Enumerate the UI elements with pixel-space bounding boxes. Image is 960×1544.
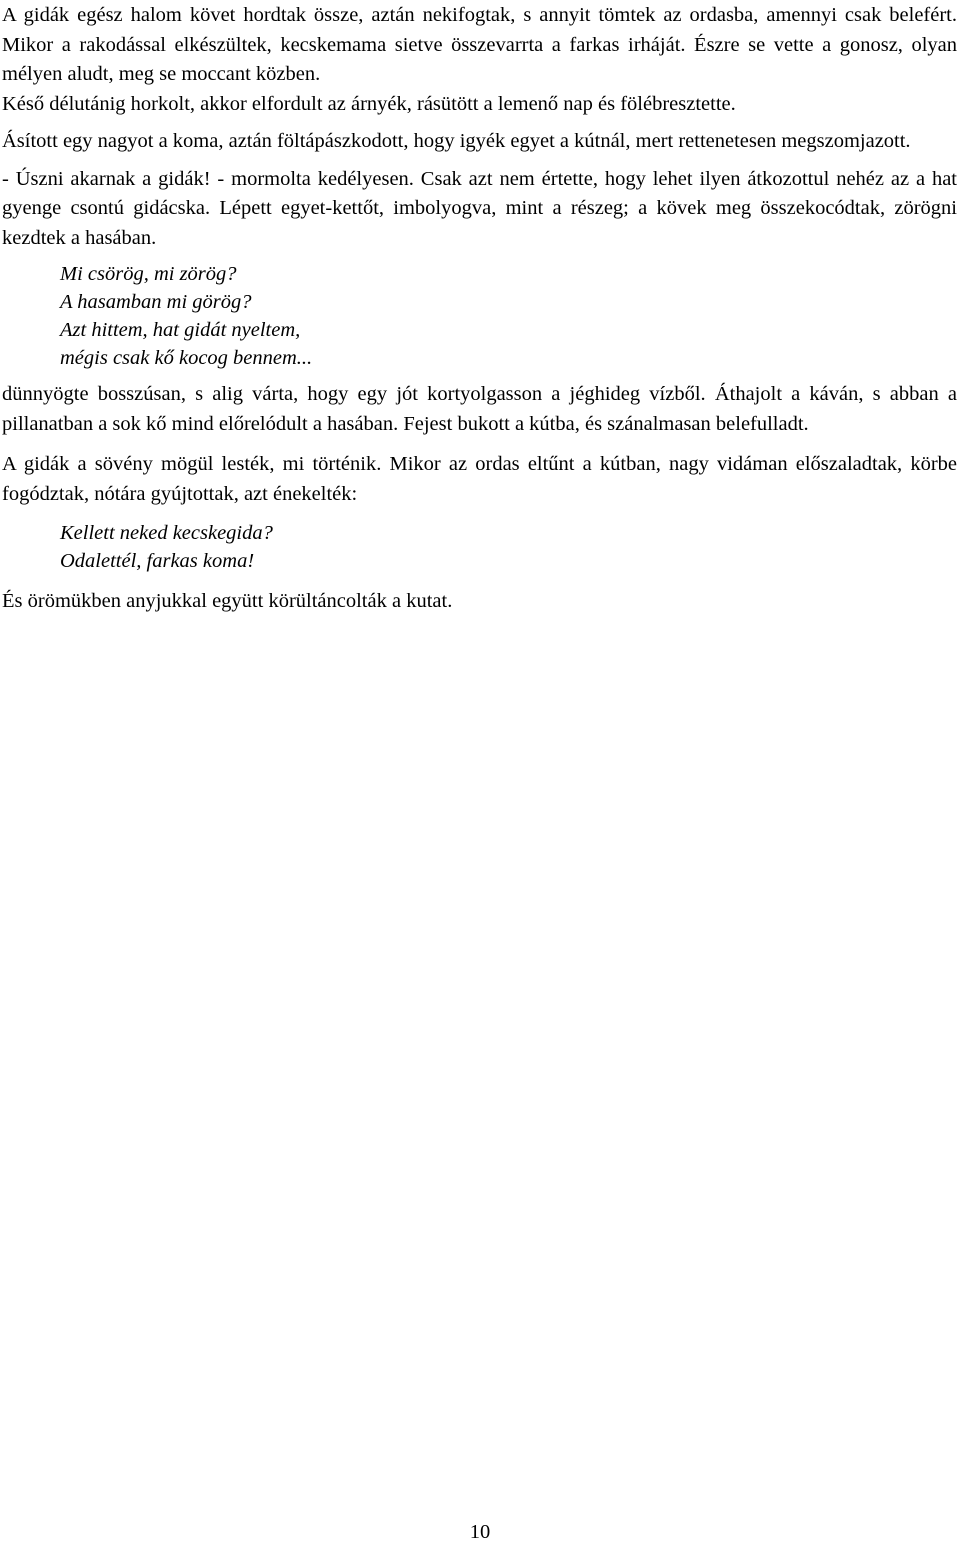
poem-line: Mi csörög, mi zörög? — [60, 263, 237, 285]
page-number: 10 — [469, 1521, 491, 1543]
poem-stanza-1 — [60, 260, 957, 372]
poem-line: Kellett neked kecskegida? — [60, 522, 273, 544]
poem-line: mégis csak kő kocog bennem... — [60, 347, 313, 369]
paragraph-5: dünnyögte bosszúsan, s alig várta, hogy egy jót kortyolgasson a jéghideg vízből. Áthajolt a káván, s abban a pillanatban a sok kő mind előrelódult a hasában. Fejest bukott a kútba, és szánalmasan belefulladt. — [2, 383, 957, 435]
paragraph-3: Ásított egy nagyot a koma, aztán föltápászkodott, hogy igyék egyet a kútnál, mert rettenetesen megszomjazott. — [2, 130, 911, 152]
poem-stanza-2 — [60, 519, 957, 575]
paragraph-4: - Úszni akarnak a gidák! - mormolta kedélyesen. Csak azt nem értette, hogy lehet ilyen átkozottul nehéz az a hat gyenge csontú gidácska. Lépett egyet-kettőt, imbolyogva, mint a részeg; a kövek meg összekocódtak, zörögni kezdtek a hasában. — [2, 167, 957, 249]
paragraph-2: Késő délutánig horkolt, akkor elfordult az árnyék, rásütött a lemenő nap és fölébresztette. — [2, 92, 736, 115]
paragraph-1: A gidák egész halom követ hordtak össze, aztán nekifogtak, s annyit tömtek az ordasba, amennyi csak belefért. Mikor a rakodással elkészültek, kecskemama sietve összevarrta a farkas irháját. Észre se vette a gonosz, olyan mélyen aludt, meg se moccant közben. — [2, 4, 957, 85]
poem-line: Odalettél, farkas koma! — [60, 550, 255, 572]
poem-line: A hasamban mi görög? — [60, 291, 252, 313]
poem-line: Azt hittem, hat gidát nyeltem, — [60, 319, 301, 341]
paragraph-6: A gidák a sövény mögül lesték, mi történik. Mikor az ordas eltűnt a kútban, nagy vidáman előszaladtak, körbe fogództak, nótára gyújtottak, azt énekelték: — [2, 453, 957, 505]
page-content — [2, 1, 957, 617]
closing-paragraph: És örömükben anyjukkal együtt körültáncolták a kutat. — [2, 590, 453, 612]
